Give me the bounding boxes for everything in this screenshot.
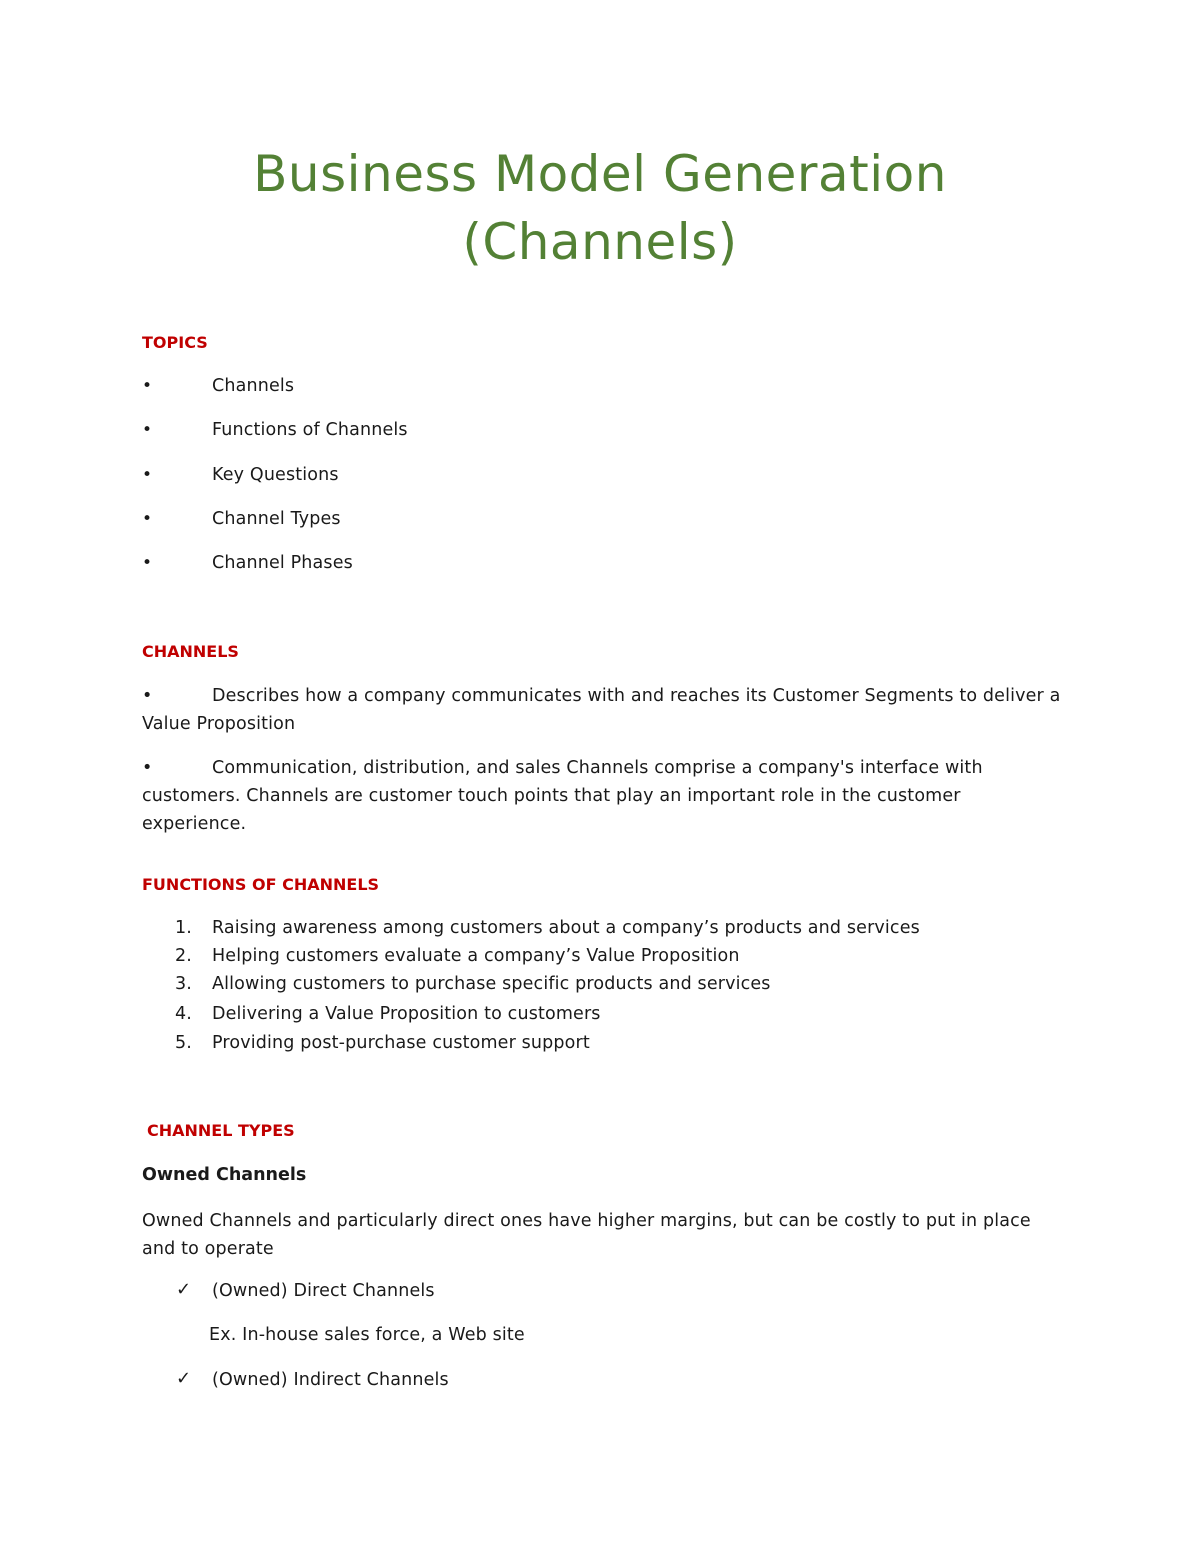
document-title — [0, 140, 1200, 276]
channels-paragraph-text: Communication, distribution, and sales Channels comprise a company's interface with customers. Channels are customer touch points that play an important role in the customer experience. — [142, 758, 983, 834]
function-item-text: Delivering a Value Proposition to customers — [212, 1004, 601, 1024]
bullet-icon: • — [142, 420, 153, 440]
channels-paragraph — [142, 754, 1062, 838]
channel-types-heading: CHANNEL TYPES — [147, 1121, 295, 1140]
list-number: 1. — [175, 918, 192, 938]
function-item-text: Helping customers evaluate a company’s Value Proposition — [212, 946, 740, 966]
topic-item-label: Channels — [212, 376, 295, 396]
channels-paragraph — [142, 682, 1062, 738]
title-line-2: (Channels) — [462, 213, 738, 271]
title-line-1: Business Model Generation — [253, 145, 947, 203]
checkmark-icon: ✓ — [176, 1279, 192, 1300]
list-number: 2. — [175, 946, 192, 966]
list-number: 3. — [175, 974, 192, 994]
bullet-icon: • — [142, 686, 153, 706]
bullet-icon: • — [142, 553, 153, 573]
checkmark-icon: ✓ — [176, 1368, 192, 1389]
function-item-text: Allowing customers to purchase specific products and services — [212, 974, 771, 994]
owned-direct-example: Ex. In-house sales force, a Web site — [209, 1325, 525, 1345]
list-number: 5. — [175, 1033, 192, 1053]
bullet-icon: • — [142, 509, 153, 529]
topic-item-label: Key Questions — [212, 465, 339, 485]
topic-item-label: Channel Types — [212, 509, 341, 529]
owned-channels-heading: Owned Channels — [142, 1165, 307, 1185]
topic-item-label: Channel Phases — [212, 553, 353, 573]
list-number: 4. — [175, 1004, 192, 1024]
owned-direct-label: (Owned) Direct Channels — [212, 1281, 435, 1301]
bullet-icon: • — [142, 465, 153, 485]
function-item-text: Raising awareness among customers about a company’s products and services — [212, 918, 920, 938]
channels-paragraph-text: Describes how a company communicates with and reaches its Customer Segments to deliver a Value Proposition — [142, 686, 1061, 734]
bullet-icon: • — [142, 376, 153, 396]
topic-item-label: Functions of Channels — [212, 420, 408, 440]
bullet-icon: • — [142, 758, 153, 778]
owned-indirect-label: (Owned) Indirect Channels — [212, 1370, 449, 1390]
owned-channels-description: Owned Channels and particularly direct ones have higher margins, but can be costly to put in place and to operate — [142, 1211, 1031, 1259]
function-item-text: Providing post-purchase customer support — [212, 1033, 590, 1053]
topics-heading: TOPICS — [142, 333, 208, 352]
functions-heading: FUNCTIONS OF CHANNELS — [142, 875, 380, 894]
channels-heading: CHANNELS — [142, 642, 239, 661]
